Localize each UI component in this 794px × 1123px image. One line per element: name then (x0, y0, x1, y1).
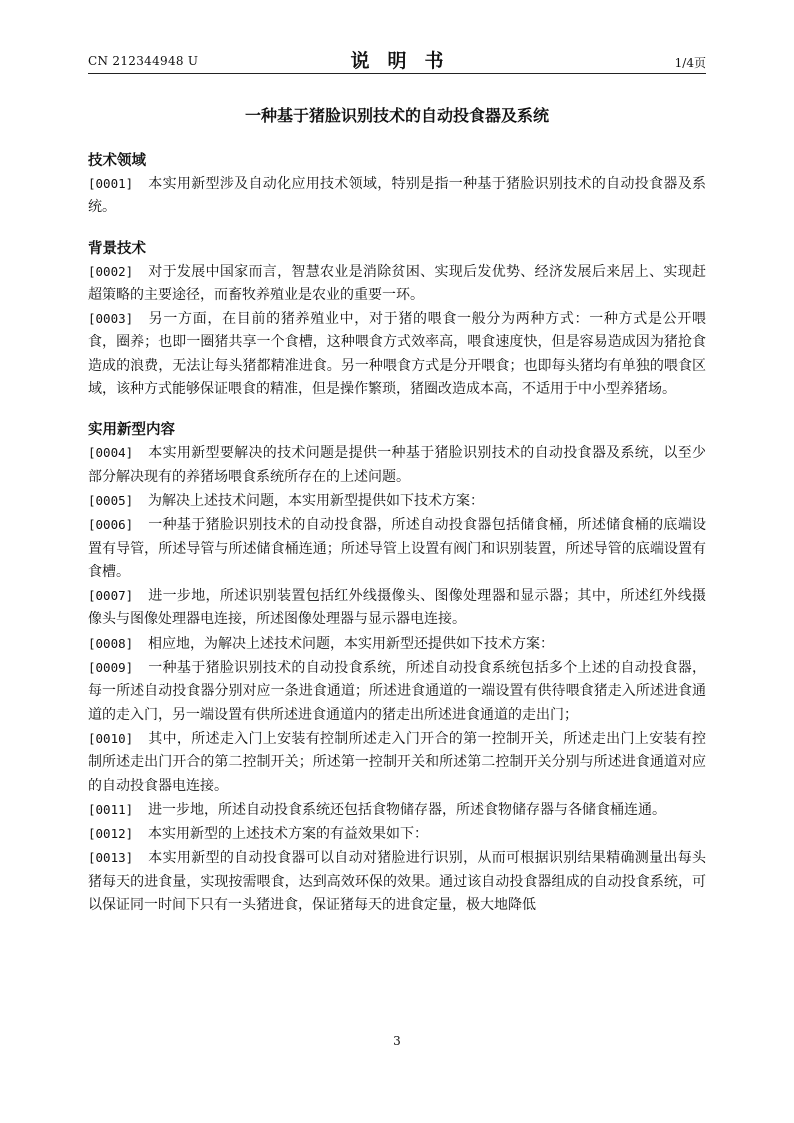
paragraph-text: 进一步地，所述自动投食系统还包括食物储存器，所述食物储存器与各储食桶连通。 (148, 801, 666, 818)
paragraph (88, 489, 706, 513)
paragraph-number: [0005] (88, 492, 134, 508)
paragraph-number: [0004] (88, 445, 134, 461)
paragraph-text: 对于发展中国家而言，智慧农业是消除贫困、实现后发优势、经济发展后来居上、实现赶超策略的主要途径，而畜牧养殖业是农业的重要一环。 (88, 263, 706, 303)
section-heading: 实用新型内容 (88, 421, 175, 439)
section-heading: 技术领域 (88, 152, 146, 169)
paragraph-number: [0008] (88, 635, 134, 651)
paragraph-number: [0002] (88, 263, 134, 279)
paragraph (88, 798, 706, 822)
paragraph-number: [0006] (88, 517, 134, 533)
page-header (88, 44, 706, 74)
paragraph (88, 632, 706, 656)
section (88, 238, 706, 402)
paragraph-number: [0010] (88, 730, 134, 746)
paragraph-text: 另一方面，在目前的猪养殖业中，对于猪的喂食一般分为两种方式：一种方式是公开喂食，圈养；也即一圈猪共享一个食槽，这种喂食方式效率高，喂食速度快，但是容易造成因为猪抢食造成的浪费，无法让每头猪都精准进食。另一种喂食方式是分开喂食；也即每头猪均有单独的喂食区域，该种方式能够保证喂食的精准，但是操作繁琐，猪圈改造成本高，不适用于中小型养猪场。 (88, 311, 706, 398)
paragraph-number: [0007] (88, 588, 134, 604)
paragraph-number: [0001] (88, 176, 134, 191)
page-indicator: 1/4页 (674, 56, 706, 70)
paragraph (88, 656, 706, 727)
paragraph (88, 172, 706, 220)
paragraph-text: 本实用新型的上述技术方案的有益效果如下： (148, 826, 428, 843)
paragraph-text: 本实用新型涉及自动化应用技术领域，特别是指一种基于猪脸识别技术的自动投食器及系统。 (88, 176, 706, 216)
paragraph (88, 441, 706, 489)
publication-number: CN 212344948 U (88, 54, 199, 68)
paragraph-number: [0012] (88, 826, 134, 842)
document-title: 一种基于猪脸识别技术的自动投食器及系统 (244, 106, 549, 125)
paragraph-number: [0013] (88, 850, 134, 866)
paragraph (88, 822, 706, 846)
document-type-heading: 说明书 (350, 50, 462, 72)
paragraph-text: 相应地，为解决上述技术问题，本实用新型还提供如下技术方案： (148, 635, 554, 652)
paragraph (88, 584, 706, 632)
paragraph (88, 513, 706, 584)
page-number: 3 (393, 1034, 401, 1048)
paragraph-text: 一种基于猪脸识别技术的自动投食器，所述自动投食器包括储食桶，所述储食桶的底端设置有导管，所述导管与所述储食桶连通；所述导管上设置有阀门和识别装置，所述导管的底端设置有食槽。 (88, 517, 706, 580)
paragraph-number: [0003] (88, 311, 134, 327)
paragraph-text: 一种基于猪脸识别技术的自动投食系统，所述自动投食系统包括多个上述的自动投食器，每一所述自动投食器分别对应一条进食通道；所述进食通道的一端设置有供待喂食猪走入所述进食通道的走入门，另一端设置有供所述进食通道内的猪走出所述进食通道的走出门； (88, 660, 706, 723)
paragraph (88, 307, 706, 401)
paragraph-number: [0009] (88, 660, 134, 676)
header-divider (88, 73, 706, 74)
paragraph (88, 727, 706, 798)
paragraph-text: 进一步地，所述识别装置包括红外线摄像头、图像处理器和显示器；其中，所述红外线摄像头与图像处理器电连接，所述图像处理器与显示器电连接。 (88, 588, 706, 628)
paragraph (88, 260, 706, 308)
document-body (88, 150, 706, 917)
section (88, 150, 706, 220)
paragraph-text: 为解决上述技术问题，本实用新型提供如下技术方案： (148, 492, 484, 509)
paragraph-text: 本实用新型要解决的技术问题是提供一种基于猪脸识别技术的自动投食器及系统，以至少部分解决现有的养猪场喂食系统所存在的上述问题。 (88, 445, 706, 485)
paragraph-number: [0011] (88, 801, 134, 817)
paragraph-text: 本实用新型的自动投食器可以自动对猪脸进行识别，从而可根据识别结果精确测量出每头猪每天的进食量，实现按需喂食，达到高效环保的效果。通过该自动投食器组成的自动投食系统，可以保证同一时间下只有一头猪进食，保证猪每天的进食定量，极大地降低 (88, 850, 706, 914)
section-heading: 背景技术 (88, 239, 146, 257)
paragraph (88, 846, 706, 917)
paragraph-text: 其中，所述走入门上安装有控制所述走入门开合的第一控制开关，所述走出门上安装有控制所述走出门开合的第二控制开关；所述第一控制开关和所述第二控制开关分别与所述进食通道对应的自动投食器电连接。 (88, 730, 706, 794)
section (88, 419, 706, 917)
